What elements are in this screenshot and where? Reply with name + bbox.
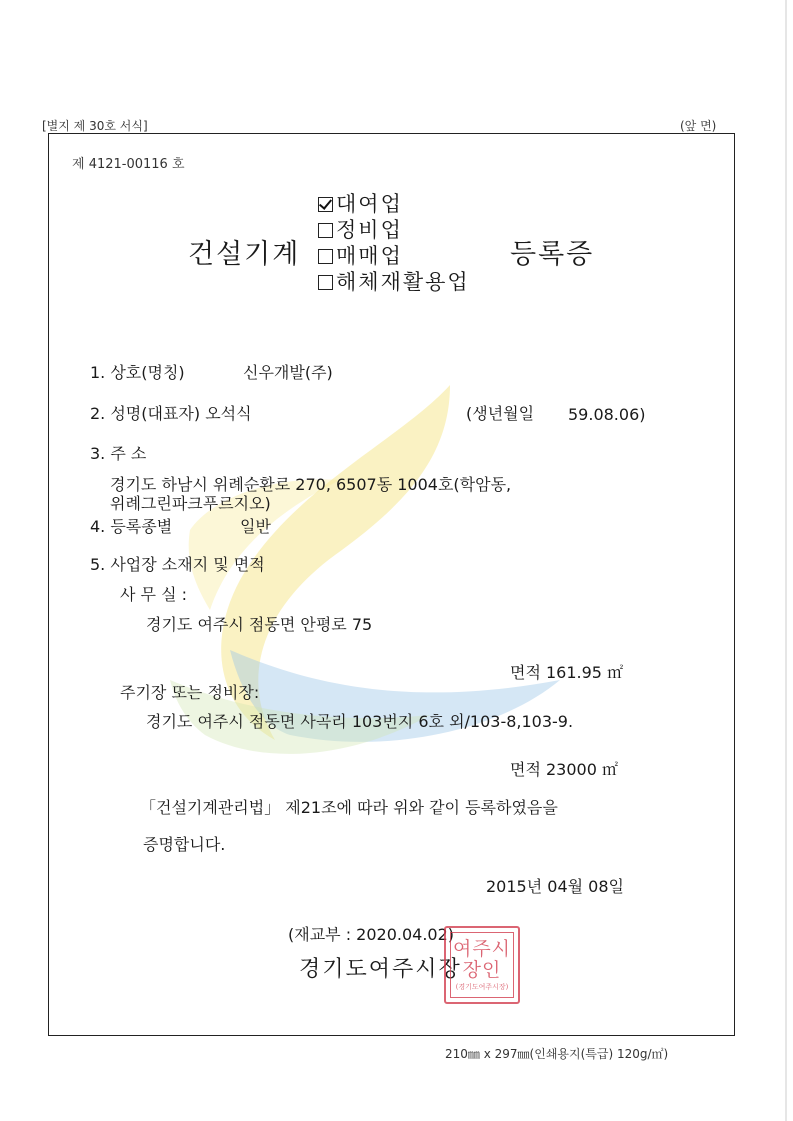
paper-spec-footer: 210㎜ x 297㎜(인쇄용지(특급) 120g/㎡): [445, 1047, 669, 1061]
business-type-label: 대여업: [336, 192, 403, 216]
issue-date: 2015년 04월 08일: [486, 877, 624, 896]
page-edge: [785, 0, 787, 1121]
seal-main-text: 여주시 장인: [452, 937, 512, 981]
birth-label: (생년월일: [466, 404, 535, 423]
office-address: 경기도 여주시 점동면 안평로 75: [146, 615, 373, 634]
yard-label: 주기장 또는 정비장:: [120, 683, 260, 702]
yard-area: 면적 23000 ㎡: [510, 760, 618, 779]
seal-inner: [450, 932, 514, 998]
business-type-label: 매매업: [336, 244, 403, 268]
business-type-label: 정비업: [336, 218, 403, 242]
address-line-1: 경기도 하남시 위례순환로 270, 6507동 1004호(학암동,: [110, 475, 512, 494]
business-type-item: [318, 243, 470, 269]
office-label: 사 무 실 :: [120, 585, 188, 604]
business-type-item: [318, 269, 470, 295]
page-side-label: (앞 면): [680, 119, 717, 133]
office-area: 면적 161.95 ㎡: [510, 663, 624, 682]
field-1-value: 신우개발(주): [243, 363, 333, 382]
field-5-label: 5. 사업장 소재지 및 면적: [90, 555, 265, 574]
statement-line-1: 「건설기계관리법」 제21조에 따라 위와 같이 등록하였음을: [140, 798, 558, 817]
yard-address: 경기도 여주시 점동면 사곡리 103번지 6호 외/103-8,103-9.: [146, 712, 574, 731]
issuer-name: 경기도여주시장: [299, 957, 462, 982]
birth-value: 59.08.06): [568, 405, 646, 424]
business-type-checkbox: [318, 197, 333, 212]
title-right: 등록증: [510, 239, 595, 270]
field-4-label: 4. 등록종별: [90, 517, 173, 536]
field-4-value: 일반: [240, 517, 271, 536]
official-seal: [444, 926, 520, 1004]
business-type-checkbox: [318, 249, 333, 264]
business-type-checkbox: [318, 275, 333, 290]
statement-line-2: 증명합니다.: [143, 835, 226, 854]
form-number: [별지 제 30호 서식]: [42, 119, 148, 133]
business-type-checkbox: [318, 223, 333, 238]
field-2-label: 2. 성명(대표자) 오석식: [90, 404, 252, 423]
address-line-2: 위례그린파크푸르지오): [110, 494, 271, 513]
business-type-item: [318, 217, 470, 243]
document-number: 제 4121-00116 호: [72, 157, 185, 172]
field-1-label: 1. 상호(명칭): [90, 363, 185, 382]
reissue-note: (재교부 : 2020.04.02): [288, 925, 455, 944]
watermark-emblem: [150, 380, 630, 800]
title-left: 건설기계: [188, 239, 301, 270]
business-type-item: [318, 191, 470, 217]
business-type-list: [318, 191, 470, 295]
field-3-label: 3. 주 소: [90, 444, 147, 463]
business-type-label: 해체재활용업: [336, 270, 470, 294]
seal-sub-text: (경기도여주시장): [455, 982, 509, 991]
